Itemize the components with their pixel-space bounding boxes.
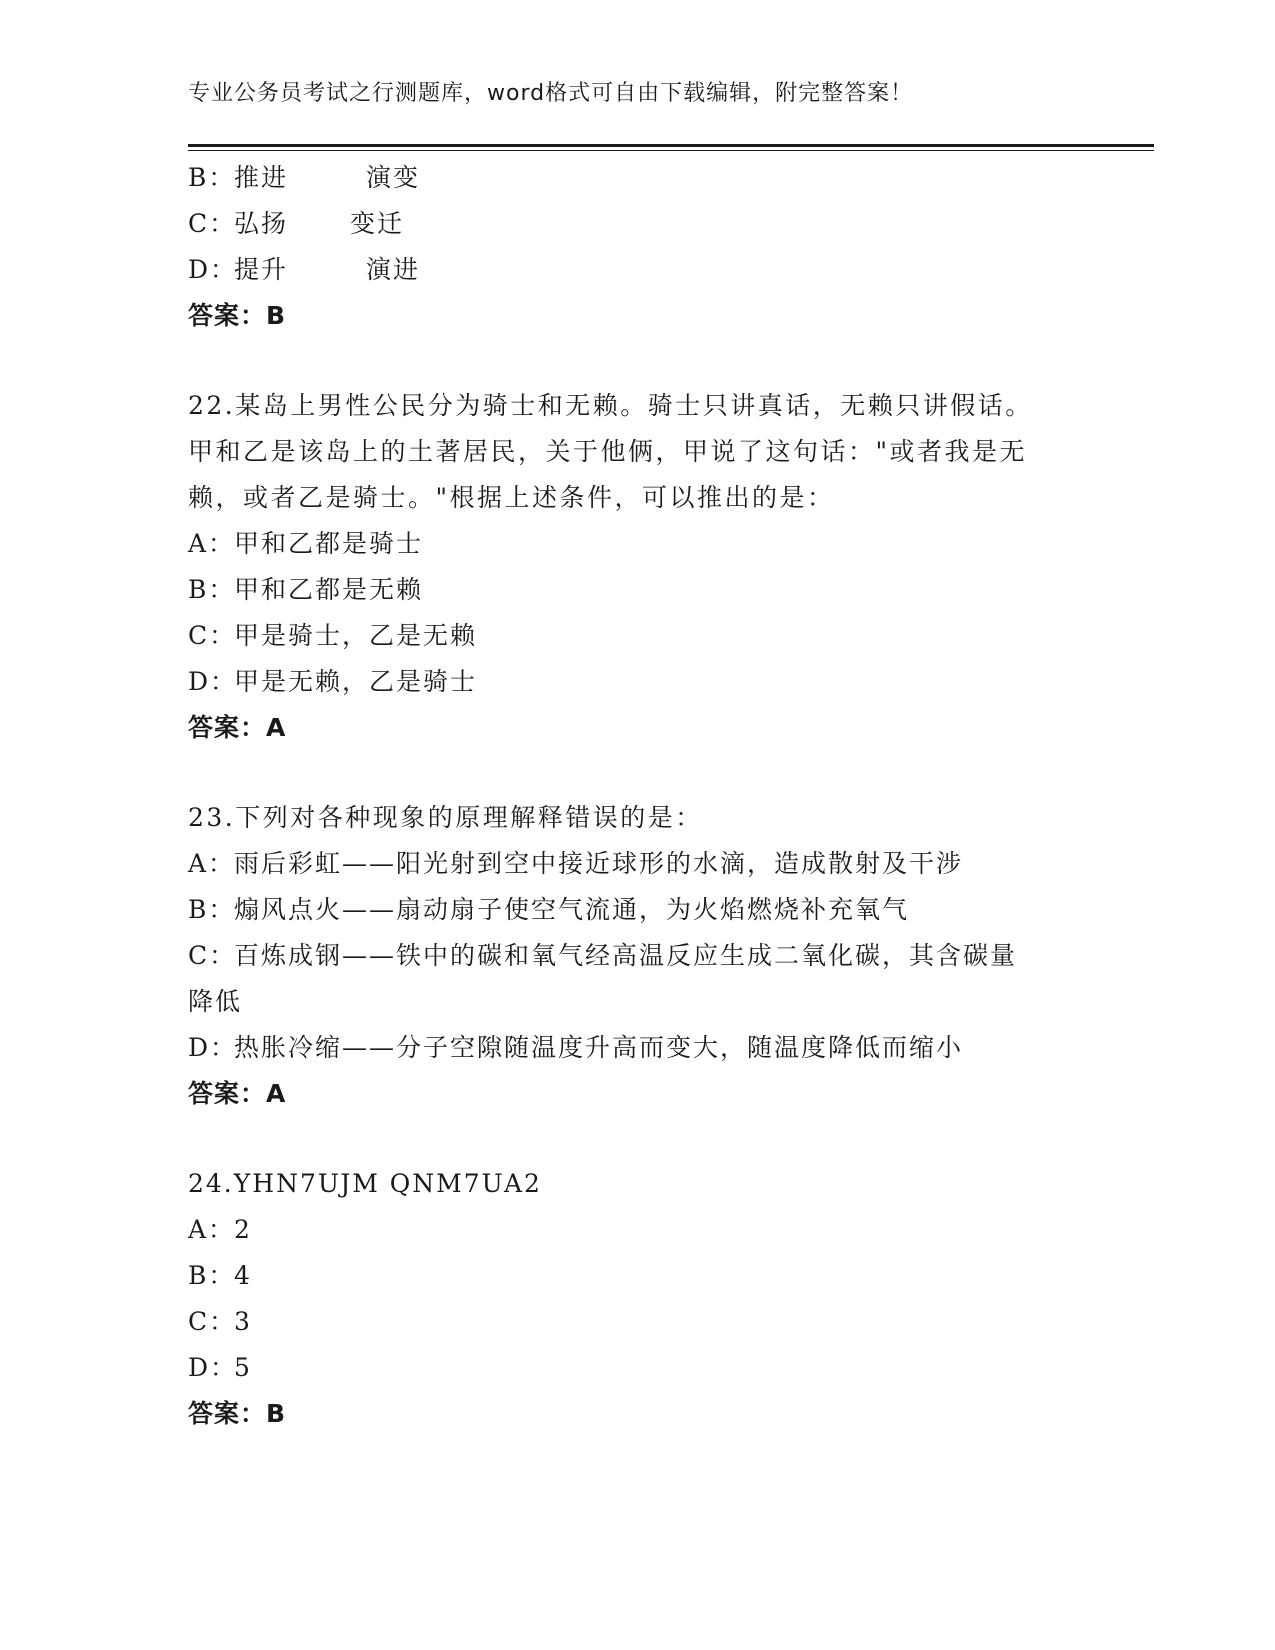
option-key: A： (188, 529, 236, 558)
answer-line: 答案：B (188, 1399, 287, 1428)
option-text: 甲和乙都是骑士 (234, 529, 424, 558)
option-key: D： (188, 1033, 238, 1062)
option-text: 煽风点火——扇动扇子使空气流通，为火焰燃烧补充氧气 (234, 895, 910, 924)
header-rule-thin (188, 150, 1154, 151)
option-first: 推进 (234, 163, 289, 192)
option-key: D： (188, 667, 238, 696)
option-c (188, 201, 1118, 247)
option-second: 变迁 (350, 209, 405, 238)
question-23-stem: 23.下列对各种现象的原理解释错误的是： (188, 803, 703, 832)
option-text: 5 (234, 1353, 252, 1382)
question-22-stem-line-3: 赖，或者乙是骑士。"根据上述条件，可以推出的是： (188, 483, 835, 512)
option-b (188, 887, 1118, 933)
page-header: 专业公务员考试之行测题库，word格式可自由下载编辑，附完整答案！ (188, 81, 914, 106)
option-key: B： (188, 895, 236, 924)
answer-line: 答案：B (188, 301, 287, 330)
option-text: 百炼成钢——铁中的碳和氧气经高温反应生成二氧化碳，其含碳量 (234, 941, 1018, 970)
option-text: 甲是无赖，乙是骑士 (234, 667, 478, 696)
option-text: 雨后彩虹——阳光射到空中接近球形的水滴，造成散射及干涉 (234, 849, 964, 878)
option-key: B： (188, 575, 236, 604)
option-second: 演变 (366, 163, 421, 192)
option-text: 2 (234, 1215, 252, 1244)
question-22-stem-line-1: 22.某岛上男性公民分为骑士和无赖。骑士只讲真话，无赖只讲假话。 (188, 391, 1033, 420)
option-d (188, 1025, 1118, 1071)
question-content (188, 155, 1118, 1437)
answer-line: 答案：A (188, 713, 287, 742)
option-a (188, 841, 1118, 887)
option-key: D： (188, 255, 238, 284)
option-key: D： (188, 1353, 238, 1382)
option-c (188, 933, 1118, 979)
option-key: B： (188, 1261, 236, 1290)
option-c (188, 613, 1118, 659)
option-text: 热胀冷缩——分子空隙随温度升高而变大，随温度降低而缩小 (234, 1033, 964, 1062)
option-a (188, 521, 1118, 567)
answer-line: 答案：A (188, 1079, 287, 1108)
option-text: 甲是骑士，乙是无赖 (234, 621, 478, 650)
question-22-stem-line-2: 甲和乙是该岛上的土著居民，关于他俩，甲说了这句话："或者我是无 (188, 437, 1028, 466)
option-key: A： (188, 849, 236, 878)
option-key: C： (188, 941, 237, 970)
option-key: A： (188, 1215, 236, 1244)
option-key: C： (188, 1307, 237, 1336)
option-b (188, 1253, 1118, 1299)
option-c (188, 1299, 1118, 1345)
question-24-stem: 24.YHN7UJM QNM7UA2 (188, 1169, 542, 1198)
option-key: B： (188, 163, 236, 192)
option-first: 提升 (234, 255, 289, 284)
option-text: 甲和乙都是无赖 (234, 575, 424, 604)
option-b (188, 567, 1118, 613)
option-c-continuation: 降低 (188, 987, 243, 1016)
option-b (188, 155, 1118, 201)
option-key: C： (188, 621, 237, 650)
option-text: 3 (234, 1307, 252, 1336)
option-a (188, 1207, 1118, 1253)
option-second: 演进 (366, 255, 421, 284)
header-rule-thick (188, 144, 1154, 147)
option-first: 弘扬 (234, 209, 289, 238)
option-d (188, 659, 1118, 705)
option-key: C： (188, 209, 237, 238)
option-text: 4 (234, 1261, 252, 1290)
option-d (188, 1345, 1118, 1391)
option-d (188, 247, 1118, 293)
